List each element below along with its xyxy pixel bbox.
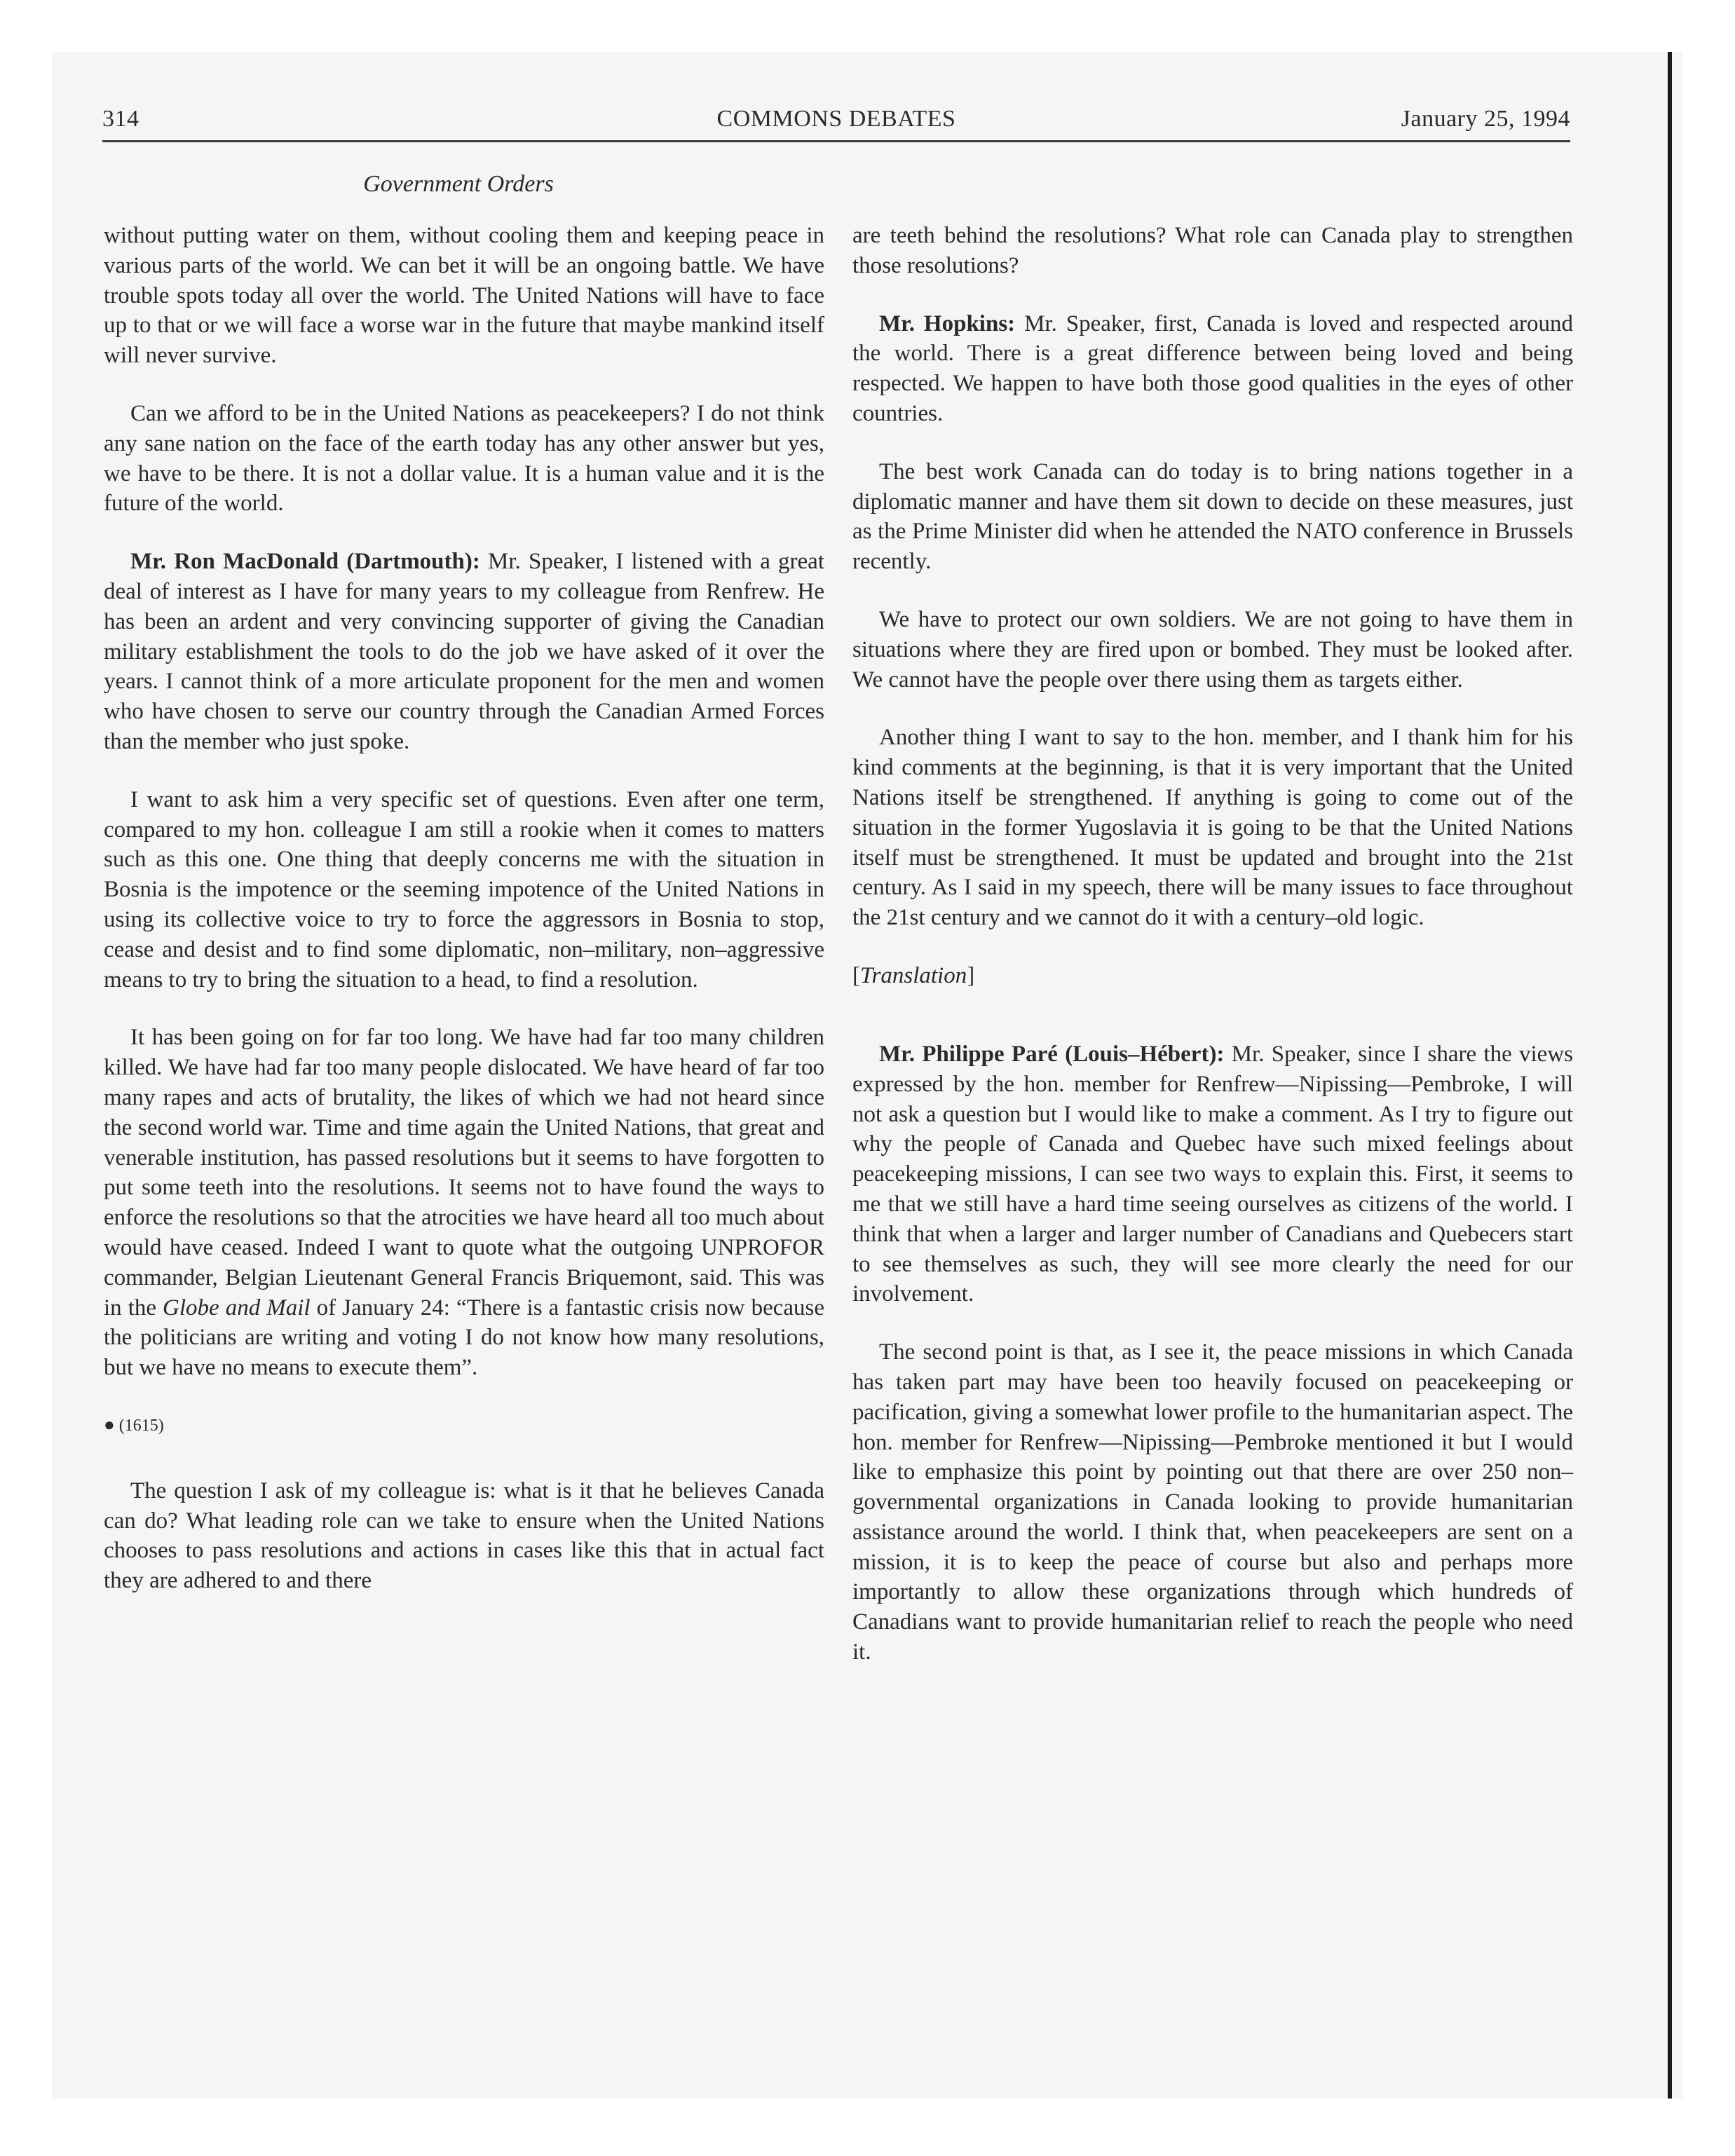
paragraph: are teeth behind the resolutions? What role can Canada play to strengthen those resolutions? xyxy=(852,223,1573,278)
speech-text: Mr. Speaker, since I share the views expressed by the hon. member for Renfrew—Nipissing—Pembroke, I will not ask a question but I would like to make a comment. As I try to figure out why the people of Canada and Quebec have such mixed feelings about peacekeeping missions, I can see two ways to explain this. First, it seems to me that we still have a hard time seeing ourselves as citizens of the world. I think that when a larger and larger number of Canadians and Quebecers start to see themselves as such, they will see more clearly the need for our involvement. xyxy=(852,1041,1573,1307)
time-marker xyxy=(104,1411,824,1440)
speech-text: Mr. Speaker, I listened with a great deal of interest as I have for many years to my colleague from Renfrew. He has been an ardent and very convincing supporter of giving the Canadian military establishment the tools to do the job we have asked of it over the years. I cannot think of a more articulate proponent for the men and women who have chosen to serve our country through the Canadian Armed Forces than the member who just spoke. xyxy=(104,549,824,754)
paragraph: Can we afford to be in the United Nations as peacekeepers? I do not think any sane nation on the face of the earth today has any other answer but yes, we have to be there. It is not a dollar value. It is a human value and it is the future of the world. xyxy=(104,400,824,517)
page-date: January 25, 1994 xyxy=(1401,106,1570,132)
scan-edge-bar xyxy=(1668,52,1672,2099)
bullet-icon: ● xyxy=(104,1414,115,1435)
speaker-name: Mr. Hopkins: xyxy=(879,311,1016,336)
publication-title: COMMONS DEBATES xyxy=(716,106,956,132)
translation-note: [Translation] xyxy=(852,962,975,988)
page-header xyxy=(102,98,1570,142)
translation-label: Translation xyxy=(860,962,967,988)
paragraph: We have to protect our own soldiers. We are not going to have them in situations where they are fired upon or bombed. They must be looked after. We cannot have the people over there using them as targets either. xyxy=(852,606,1573,692)
speaker-name: Mr. Ron MacDonald (Dartmouth): xyxy=(130,549,480,575)
section-title: Government Orders xyxy=(363,171,554,197)
newspaper-title: Globe and Mail xyxy=(163,1295,311,1321)
paragraph: without putting water on them, without cooling them and keeping peace in various parts of the world. We can bet it will be an ongoing battle. We have trouble spots today all over the world. The United Nations will have to face up to that or we will face a worse war in the future that maybe mankind itself will never survive. xyxy=(104,223,824,369)
paragraph: The question I ask of my colleague is: what is it that he believes Canada can do? What leading role can we take to ensure when the United Nations chooses to pass resolutions and actions in cases like this that in actual fact they are adhered to and there xyxy=(104,1478,824,1594)
paragraph xyxy=(104,1023,824,1383)
left-column xyxy=(104,221,824,1624)
paragraph: The best work Canada can do today is to bring nations together in a diplomatic manner and have them sit down to decide on these measures, just as the Prime Minister did when he attended the NATO conference in Brussels recently. xyxy=(852,458,1573,575)
speech-paragraph xyxy=(852,1039,1573,1309)
page-number: 314 xyxy=(102,106,140,132)
paragraph: I want to ask him a very specific set of questions. Even after one term, compared to my hon. colleague I am still a rookie when it comes to matters such as this one. One thing that deeply concerns me with the situation in Bosnia is the impotence or the seeming impotence of the United Nations in using its collective voice to try to force the aggressors in Bosnia to stop, cease and desist and to find some diplomatic, non–military, non–aggressive means to try to bring the situation to a head, to find a resolution. xyxy=(104,786,824,992)
paragraph-text: It has been going on for far too long. We have had far too many children killed. We have had far too many people dislocated. We have heard of far too many rapes and acts of brutality, the likes of which we had not heard since the second world war. Time and time again the United Nations, that great and venerable institution, has passed resolutions but it seems to have forgotten to put some teeth into the resolutions. It seems not to have found the ways to enforce the resolutions so that the atrocities we have heard all too much about would have ceased. Indeed I want to quote what the outgoing UNPROFOR commander, Belgian Lieutenant General Francis Briquemont, said. This was in the xyxy=(104,1025,824,1321)
paragraph: The second point is that, as I see it, the peace missions in which Canada has taken part may have been too heavily focused on peacekeeping or pacification, giving a somewhat lower profile to the humanitarian aspect. The hon. member for Renfrew—Nipissing—Pembroke mentioned it but I would like to emphasize this point by pointing out that there are over 250 non–governmental organizations in Canada looking to provide humanitarian assistance around the world. I think that, when peacekeepers are sent on a mission, it is to keep the peace of course but also and perhaps more importantly to allow these organizations through which hundreds of Canadians want to provide humanitarian relief to reach the people who need it. xyxy=(852,1339,1573,1665)
speech-text: Mr. Speaker, first, Canada is loved and respected around the world. There is a great difference between being loved and being respected. We happen to have both those good qualities in the eyes of other countries. xyxy=(852,311,1573,426)
time-stamp: (1615) xyxy=(118,1416,164,1435)
speaker-name: Mr. Philippe Paré (Louis–Hébert): xyxy=(879,1041,1225,1067)
speech-paragraph xyxy=(104,547,824,757)
speech-paragraph xyxy=(852,309,1573,429)
right-column xyxy=(852,221,1573,1696)
paragraph: Another thing I want to say to the hon. member, and I thank him for his kind comments at the beginning, is that it is very important that the United Nations itself be strengthened. If anything is going to come out of the situation in the former Yugoslavia it is going to be that the United Nations itself must be strengthened. It must be updated and brought into the 21st century. As I said in my speech, there will be many issues to face throughout the 21st century and we cannot do it with a century–old logic. xyxy=(852,725,1573,931)
paragraph-text: of January 24: “There is a fantastic crisis now because the politicians are writing and voting I do not know how many resolutions, but we have no means to execute them”. xyxy=(104,1295,825,1381)
